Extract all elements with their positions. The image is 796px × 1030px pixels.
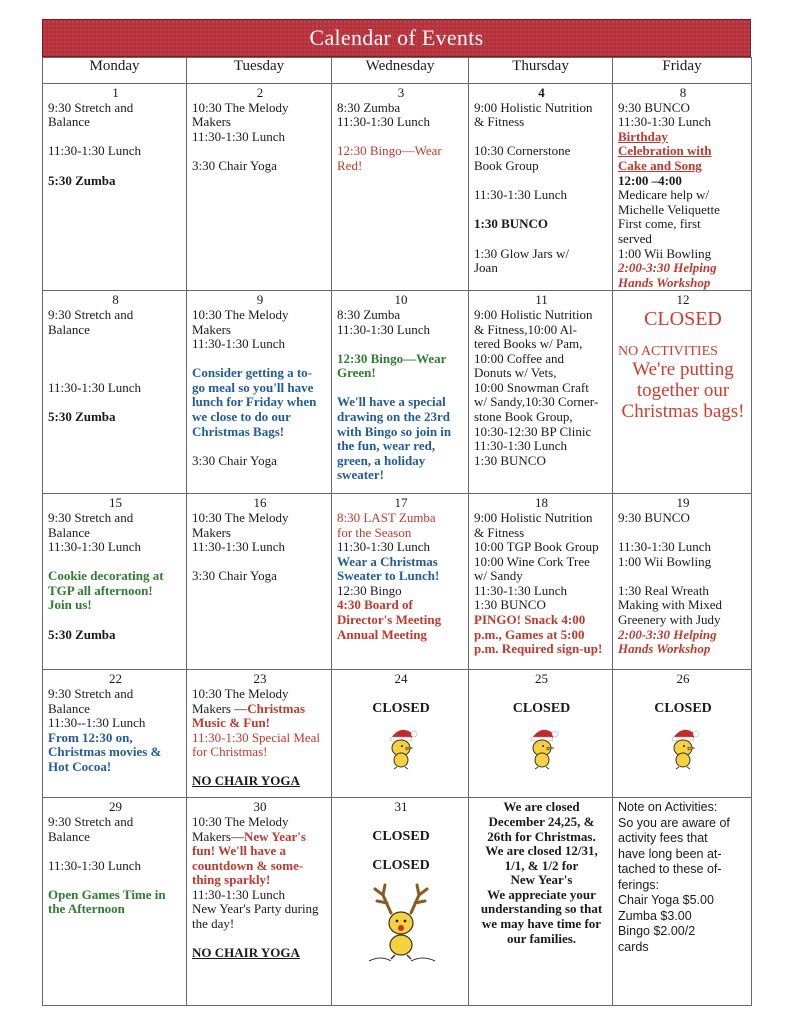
event-line: 9:30 Stretch and bbox=[48, 99, 134, 115]
event-line: stone Book Group, bbox=[474, 409, 573, 425]
event-line: w/ Sandy,10:30 Corner- bbox=[474, 394, 599, 410]
event-line: thing sparkly! bbox=[192, 872, 271, 888]
day-number: 8 bbox=[112, 292, 119, 308]
closed-label: CLOSED bbox=[372, 700, 430, 716]
event-line: 9:30 Stretch and bbox=[48, 685, 134, 701]
event-line: 10:30 The Melody bbox=[192, 99, 289, 115]
event-line: PINGO! Snack 4:00 bbox=[474, 612, 586, 628]
event-line: Sweater to Lunch! bbox=[337, 568, 440, 584]
event-line: 11:30-1:30 Special Meal bbox=[192, 729, 321, 745]
day-number: 16 bbox=[253, 495, 267, 511]
event-line: 11:30-1:30 Lunch bbox=[192, 336, 286, 352]
event-line: TGP all afternoon! bbox=[48, 582, 153, 598]
notice-line: We are closed bbox=[503, 799, 580, 815]
notice-line: 26th for Christmas. bbox=[487, 828, 596, 844]
day-number: 12 bbox=[676, 292, 690, 308]
event-line: 9:30 Stretch and bbox=[48, 306, 134, 322]
notice-line: 1/1, & 1/2 for bbox=[504, 857, 579, 873]
event-line: 5:30 Zumba bbox=[48, 172, 116, 188]
note-line: Chair Yoga $5.00 bbox=[618, 893, 714, 908]
event-line: Open Games Time in bbox=[48, 886, 166, 902]
event-line: Music & Fun! bbox=[192, 715, 270, 731]
event-line: 5:30 Zumba bbox=[48, 409, 116, 425]
event-line: 2:00-3:30 Helping bbox=[618, 626, 717, 642]
day-number: 3 bbox=[397, 85, 405, 100]
event-line: 9:00 Holistic Nutrition bbox=[474, 99, 593, 115]
event-line: 3:30 Chair Yoga bbox=[192, 452, 277, 468]
event-line: Annual Meeting bbox=[337, 626, 427, 642]
event-line: fun! We'll have a bbox=[192, 843, 287, 859]
event-line: 9:00 Holistic Nutrition bbox=[474, 509, 593, 525]
day-cell bbox=[332, 798, 469, 1006]
event-line: 12:30 Bingo—Wear bbox=[337, 143, 442, 159]
event-line: 11:30--1:30 Lunch bbox=[48, 715, 146, 731]
event-line: 8:30 Zumba bbox=[337, 306, 401, 322]
note-line: cards bbox=[618, 939, 649, 954]
event-line: Medicare help w/ bbox=[618, 187, 709, 203]
event-line bbox=[192, 830, 328, 845]
event-line: NO CHAIR YOGA bbox=[192, 945, 300, 961]
day-header-monday: Monday bbox=[43, 58, 187, 84]
calendar-sheet bbox=[42, 19, 751, 1006]
event-line: go meal so you'll have bbox=[192, 379, 314, 395]
event-line: New Year's Party during bbox=[192, 901, 319, 917]
event-line: 9:30 Stretch and bbox=[48, 509, 134, 525]
event-line: NO CHAIR YOGA bbox=[192, 773, 300, 789]
event-line: & Fitness,10:00 Al- bbox=[474, 321, 577, 337]
event-line: 9:30 BUNCO bbox=[618, 99, 690, 115]
day-number: 15 bbox=[109, 495, 122, 511]
event-line: 11:30-1:30 Lunch bbox=[337, 114, 431, 130]
day-cell bbox=[332, 494, 469, 670]
event-line: for the Season bbox=[337, 524, 412, 540]
event-line: the Afternoon bbox=[48, 901, 125, 917]
event-line: Christmas Bags! bbox=[192, 423, 285, 439]
day-number: 17 bbox=[394, 495, 408, 511]
event-line: Michelle Veliquette bbox=[618, 201, 720, 217]
event-line: 11:30-1:30 Lunch bbox=[337, 539, 431, 555]
event-text: New Year's bbox=[244, 828, 306, 844]
event-text: Makers — bbox=[192, 700, 248, 716]
event-line: Director's Meeting bbox=[337, 612, 442, 628]
day-cell bbox=[332, 670, 469, 798]
event-line: 3:30 Chair Yoga bbox=[192, 568, 277, 584]
day-cell bbox=[469, 291, 613, 494]
event-line: 9:00 Holistic Nutrition bbox=[474, 306, 593, 322]
event-line: with Bingo so join in bbox=[337, 423, 452, 439]
notice-line: December 24,25, & bbox=[488, 813, 595, 829]
closed-label: CLOSED bbox=[372, 857, 430, 873]
note-line: Note on Activities: bbox=[618, 800, 718, 815]
event-text: Christmas bbox=[247, 700, 306, 716]
week-row-4 bbox=[43, 670, 752, 798]
week-row-2 bbox=[43, 291, 752, 494]
note-line: tached to these of- bbox=[618, 862, 722, 877]
event-line: Joan bbox=[474, 260, 498, 276]
event-line: 11:30-1:30 Lunch bbox=[474, 438, 568, 454]
event-line: we close to do our bbox=[192, 409, 291, 425]
day-number: 18 bbox=[535, 495, 548, 511]
day-cell bbox=[43, 798, 187, 1006]
event-line: Book Group bbox=[474, 157, 539, 173]
event-line: 10:30 Cornerstone bbox=[474, 143, 571, 159]
calendar-table bbox=[42, 57, 752, 1006]
event-line: Hands Workshop bbox=[618, 274, 711, 290]
event-line: Christmas movies & bbox=[48, 744, 162, 760]
event-line: We'll have a special bbox=[337, 394, 446, 410]
day-cell bbox=[469, 670, 613, 798]
event-line: 11:30-1:30 Lunch bbox=[48, 143, 142, 159]
day-number: 9 bbox=[256, 292, 264, 308]
event-line: 12:30 Bingo bbox=[337, 582, 402, 598]
note-line: ferings: bbox=[618, 877, 659, 892]
event-line: 1:00 Wii Bowling bbox=[618, 245, 712, 261]
event-line: 10:30-12:30 BP Clinic bbox=[474, 423, 592, 439]
day-number: 2 bbox=[256, 85, 264, 100]
event-line: 10:00 TGP Book Group bbox=[474, 539, 599, 555]
event-line: the fun, wear red, bbox=[337, 438, 436, 454]
event-line: Makers bbox=[192, 114, 231, 130]
event-line: Makers bbox=[192, 524, 231, 540]
week-row-5 bbox=[43, 798, 752, 1006]
day-cell bbox=[613, 84, 752, 291]
event-line: Hands Workshop bbox=[618, 641, 711, 657]
closed-label: CLOSED bbox=[512, 700, 571, 716]
notice-line: understanding so that bbox=[480, 901, 603, 917]
event-line: Balance bbox=[48, 524, 90, 540]
day-number: 1 bbox=[112, 85, 119, 100]
day-cell bbox=[43, 670, 187, 798]
event-line: sweater! bbox=[337, 467, 384, 483]
event-line: Birthday bbox=[618, 128, 668, 144]
event-line: Greenery with Judy bbox=[618, 612, 721, 628]
day-cell bbox=[613, 291, 752, 494]
event-line: Join us! bbox=[48, 597, 92, 613]
day-cell bbox=[187, 291, 332, 494]
event-line: 9:30 BUNCO bbox=[618, 509, 690, 525]
event-line: Balance bbox=[48, 700, 90, 716]
woodstock-santa-icon bbox=[663, 726, 703, 770]
notice-line: we may have time for bbox=[481, 916, 602, 932]
event-line: Cookie decorating at bbox=[48, 568, 164, 584]
event-line: First come, first bbox=[618, 216, 701, 232]
day-cell bbox=[187, 84, 332, 291]
event-line: Balance bbox=[48, 321, 90, 337]
event-line: lunch for Friday when bbox=[192, 394, 317, 410]
day-number: 19 bbox=[676, 495, 690, 511]
note-line: have long been at- bbox=[618, 846, 722, 861]
event-line: 11:30-1:30 Lunch bbox=[618, 539, 712, 555]
event-line: We're putting bbox=[632, 359, 734, 381]
note-line: activity fees that bbox=[618, 831, 708, 846]
event-line: Makers bbox=[192, 321, 231, 337]
day-number: 10 bbox=[394, 292, 408, 308]
notice-line: New Year's bbox=[510, 872, 573, 888]
day-number: 22 bbox=[109, 671, 122, 687]
page-title: Calendar of Events bbox=[309, 25, 484, 50]
notice-line: our families. bbox=[506, 930, 577, 946]
day-number: 29 bbox=[109, 799, 122, 815]
day-cell bbox=[187, 670, 332, 798]
event-line: Consider getting a to- bbox=[192, 365, 313, 381]
event-line: NO ACTIVITIES bbox=[618, 343, 718, 359]
note-line: Bingo $2.00/2 bbox=[618, 924, 696, 939]
day-cell bbox=[43, 494, 187, 670]
day-number: 23 bbox=[253, 671, 267, 687]
notice-line: We appreciate your bbox=[487, 886, 596, 902]
event-line: Making with Mixed bbox=[618, 597, 722, 613]
event-line: Donuts w/ Vets, bbox=[474, 365, 557, 381]
day-number: 11 bbox=[535, 292, 548, 308]
event-line: 1:30 Real Wreath bbox=[618, 582, 709, 598]
event-line: 10:00 Wine Cork Tree bbox=[474, 553, 590, 569]
day-number: 31 bbox=[394, 799, 408, 815]
closed-label: CLOSED bbox=[372, 828, 430, 844]
event-line: 4:30 Board of bbox=[337, 597, 413, 613]
event-line: 1:30 Glow Jars w/ bbox=[474, 245, 569, 261]
day-header-wednesday: Wednesday bbox=[332, 58, 469, 84]
event-text: Makers— bbox=[192, 828, 244, 844]
day-number: 25 bbox=[535, 671, 548, 687]
event-line: 8:30 Zumba bbox=[337, 99, 401, 115]
event-line: drawing on the 23rd bbox=[337, 409, 451, 425]
event-line: 8:30 LAST Zumba bbox=[337, 509, 436, 525]
day-header-tuesday: Tuesday bbox=[187, 58, 332, 84]
closed-label: CLOSED bbox=[654, 700, 712, 716]
day-cell bbox=[613, 494, 752, 670]
day-number: 26 bbox=[676, 671, 690, 687]
event-line: 11:30-1:30 Lunch bbox=[337, 321, 431, 337]
event-line: p.m. Required sign-up! bbox=[474, 641, 603, 657]
woodstock-santa-icon bbox=[522, 726, 562, 770]
event-line: w/ Sandy bbox=[474, 568, 523, 584]
event-line: 11:30-1:30 Lunch bbox=[474, 582, 568, 598]
event-line: Wear a Christmas bbox=[337, 553, 438, 569]
day-cell bbox=[43, 84, 187, 291]
day-cell bbox=[43, 291, 187, 494]
day-header-thursday: Thursday bbox=[469, 58, 613, 84]
day-number: 4 bbox=[538, 85, 545, 100]
event-line: 10:00 Coffee and bbox=[474, 350, 565, 366]
event-line: p.m., Games at 5:00 bbox=[474, 626, 585, 642]
event-line bbox=[192, 702, 328, 717]
event-line: the day! bbox=[192, 916, 235, 932]
event-line: 2:00-3:30 Helping bbox=[618, 260, 717, 276]
event-line: 11:30-1:30 Lunch bbox=[192, 539, 286, 555]
event-line: 1:30 BUNCO bbox=[474, 597, 546, 613]
event-line: 1:30 BUNCO bbox=[474, 452, 546, 468]
event-line: 11:30-1:30 Lunch bbox=[618, 114, 712, 130]
day-cell bbox=[613, 798, 752, 1006]
event-line: Red! bbox=[337, 157, 363, 173]
day-number: 8 bbox=[679, 85, 687, 100]
event-line: 10:30 The Melody bbox=[192, 306, 289, 322]
day-cell bbox=[469, 84, 613, 291]
event-line: green, a holiday bbox=[337, 452, 426, 468]
event-line: 11:30-1:30 Lunch bbox=[474, 187, 568, 203]
event-line: Celebration with bbox=[618, 143, 712, 159]
day-cell bbox=[469, 494, 613, 670]
week-row-1 bbox=[43, 84, 752, 291]
event-line: & Fitness bbox=[474, 114, 525, 130]
woodstock-santa-icon bbox=[381, 726, 421, 770]
week-row-3 bbox=[43, 494, 752, 670]
event-line: 1:30 BUNCO bbox=[474, 216, 549, 232]
calendar-banner bbox=[42, 19, 751, 57]
event-line: 10:00 Snowman Craft bbox=[474, 379, 589, 395]
event-line: 9:30 Stretch and bbox=[48, 813, 134, 829]
event-line: 11:30-1:30 Lunch bbox=[48, 857, 142, 873]
day-number: 30 bbox=[253, 799, 267, 815]
event-line: together our bbox=[636, 380, 730, 402]
event-line: 10:30 The Melody bbox=[192, 509, 289, 525]
event-line: for Christmas! bbox=[192, 744, 268, 760]
day-header-friday: Friday bbox=[613, 58, 752, 84]
event-line: 1:00 Wii Bowling bbox=[618, 553, 712, 569]
event-line: 3:30 Chair Yoga bbox=[192, 157, 277, 173]
day-number: 24 bbox=[394, 671, 408, 687]
event-line: Christmas bags! bbox=[621, 401, 745, 423]
day-cell bbox=[613, 670, 752, 798]
event-line: Hot Cocoa! bbox=[48, 758, 112, 774]
event-line: 11:30-1:30 Lunch bbox=[192, 128, 286, 144]
woodstock-reindeer-icon bbox=[361, 879, 441, 965]
event-line: 12:30 Bingo—Wear bbox=[337, 350, 447, 366]
event-line: Green! bbox=[337, 365, 376, 381]
event-line: 11:30-1:30 Lunch bbox=[48, 539, 142, 555]
event-line: tered Books w/ Pam, bbox=[474, 336, 583, 352]
event-line: 5:30 Zumba bbox=[48, 626, 116, 642]
event-line: From 12:30 on, bbox=[48, 729, 133, 745]
note-line: Zumba $3.00 bbox=[618, 908, 692, 923]
day-cell bbox=[332, 291, 469, 494]
closed-label: CLOSED bbox=[644, 307, 722, 330]
event-line: Balance bbox=[48, 114, 90, 130]
day-cell bbox=[187, 494, 332, 670]
event-line: countdown & some- bbox=[192, 857, 304, 873]
event-line: Cake and Song bbox=[618, 157, 702, 173]
event-line: & Fitness bbox=[474, 524, 525, 540]
day-cell bbox=[332, 84, 469, 291]
event-line: Balance bbox=[48, 828, 90, 844]
event-line: 12:00 –4:00 bbox=[618, 172, 682, 188]
note-line: So you are aware of bbox=[618, 815, 730, 830]
event-line: 10:30 The Melody bbox=[192, 685, 289, 701]
event-line: 10:30 The Melody bbox=[192, 813, 289, 829]
day-cell bbox=[469, 798, 613, 1006]
event-line: 11:30-1:30 Lunch bbox=[48, 379, 142, 395]
notice-line: We are closed 12/31, bbox=[485, 843, 598, 859]
event-line: served bbox=[618, 230, 652, 246]
event-line: 11:30-1:30 Lunch bbox=[192, 886, 286, 902]
day-cell bbox=[187, 798, 332, 1006]
weekday-header-row bbox=[43, 58, 752, 84]
